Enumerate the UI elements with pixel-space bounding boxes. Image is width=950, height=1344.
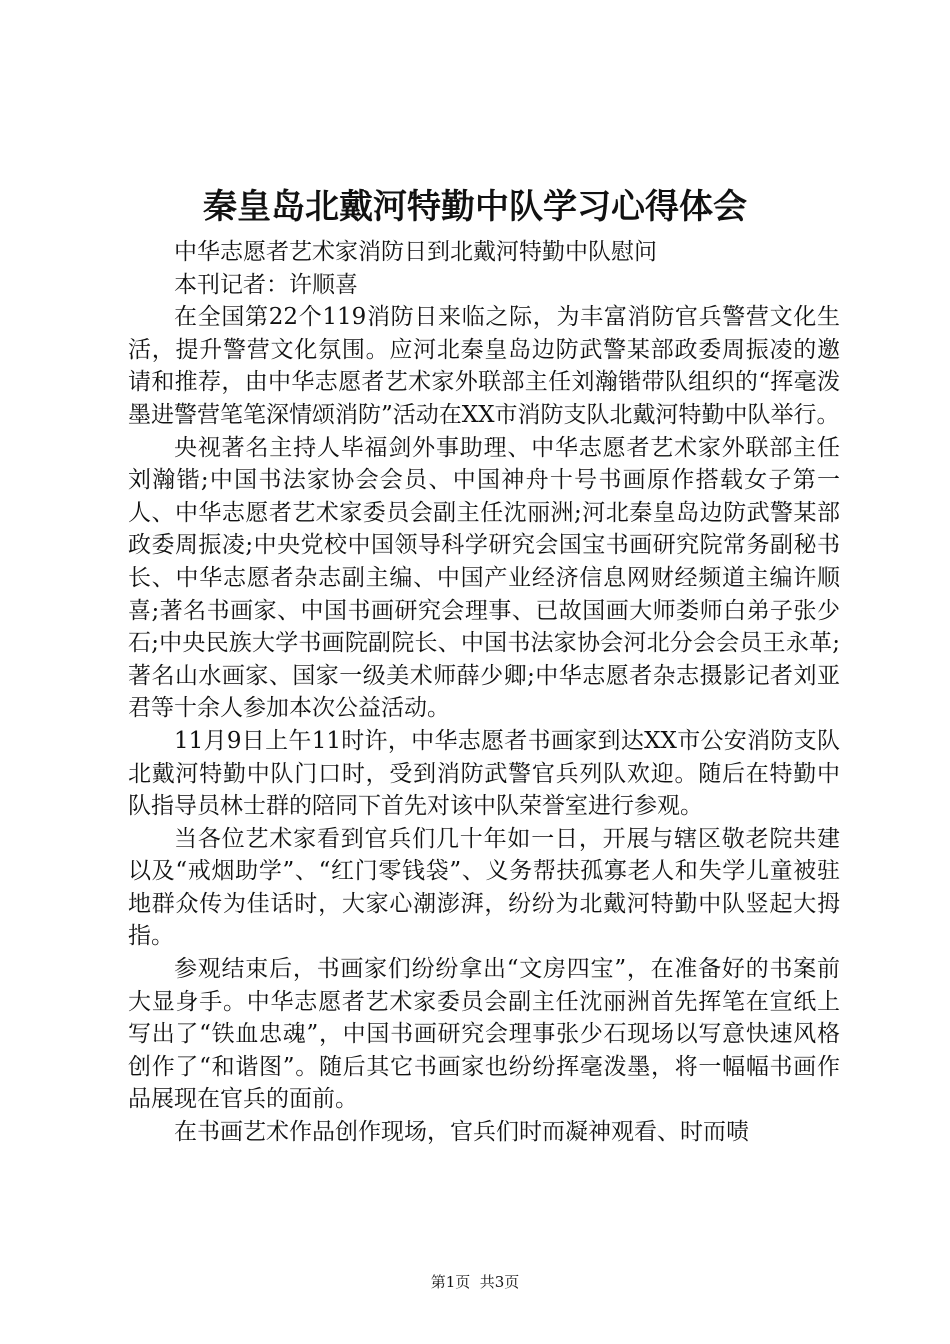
body-paragraph: 当各位艺术家看到官兵们几十年如一日，开展与辖区敬老院共建以及“戒烟助学”、“红门零钱袋”、义务帮扶孤寡老人和失学儿童被驻地群众传为佳话时，大家心潮澎湃，纷纷为北戴河特勤中队竖起大拇指。: [128, 825, 840, 950]
page-footer: 第1页 共3页: [430, 1273, 520, 1291]
body-paragraph: 在书画艺术作品创作现场，官兵们时而凝神观看、时而啧: [174, 1119, 749, 1146]
body-paragraph: 11月9日上午11时许，中华志愿者书画家到达XX市公安消防支队北戴河特勤中队门口时，受到消防武警官兵列队欢迎。随后在特勤中队指导员林士群的陪同下首先对该中队荣誉室进行参观。: [128, 727, 840, 820]
document-body: [128, 236, 840, 1149]
body-paragraph: 在全国第22个119消防日来临之际，为丰富消防官兵警营文化生活，提升警营文化氛围。应河北秦皇岛边防武警某部政委周振凌的邀请和推荐，由中华志愿者艺术家外联部主任刘瀚锴带队组织的“挥毫泼墨进警营笔笔深情颂消防”活动在XX市消防支队北戴河特勤中队举行。: [128, 304, 840, 428]
document-title: 秦皇岛北戴河特勤中队学习心得体会: [203, 187, 747, 227]
byline-paragraph: 本刊记者：许顺喜: [174, 271, 358, 298]
subtitle-paragraph: 中华志愿者艺术家消防日到北戴河特勤中队慰问: [174, 239, 657, 265]
body-paragraph: 参观结束后，书画家们纷纷拿出“文房四宝”，在准备好的书案前大显身手。中华志愿者艺术家委员会副主任沈丽洲首先挥笔在宣纸上写出了“铁血忠魂”，中国书画研究会理事张少石现场以写意快速风格创作了“和谐图”。随后其它书画家也纷纷挥毫泼墨，将一幅幅书画作品展现在官兵的面前。: [128, 956, 840, 1113]
body-paragraph: 央视著名主持人毕福剑外事助理、中华志愿者艺术家外联部主任刘瀚锴;中国书法家协会会员、中国神舟十号书画原作搭载女子第一人、中华志愿者艺术家委员会副主任沈丽洲;河北秦皇岛边防武警某部政委周振凌;中央党校中国领导科学研究会国宝书画研究院常务副秘书长、中华志愿者杂志副主编、中国产业经济信息网财经频道主编许顺喜;著名书画家、中国书画研究会理事、已故国画大师娄师白弟子张少石;中央民族大学书画院副院长、中国书法家协会河北分会会员王永革;著名山水画家、国家一级美术师薛少卿;中华志愿者杂志摄影记者刘亚君等十余人参加本次公益活动。: [128, 434, 840, 722]
